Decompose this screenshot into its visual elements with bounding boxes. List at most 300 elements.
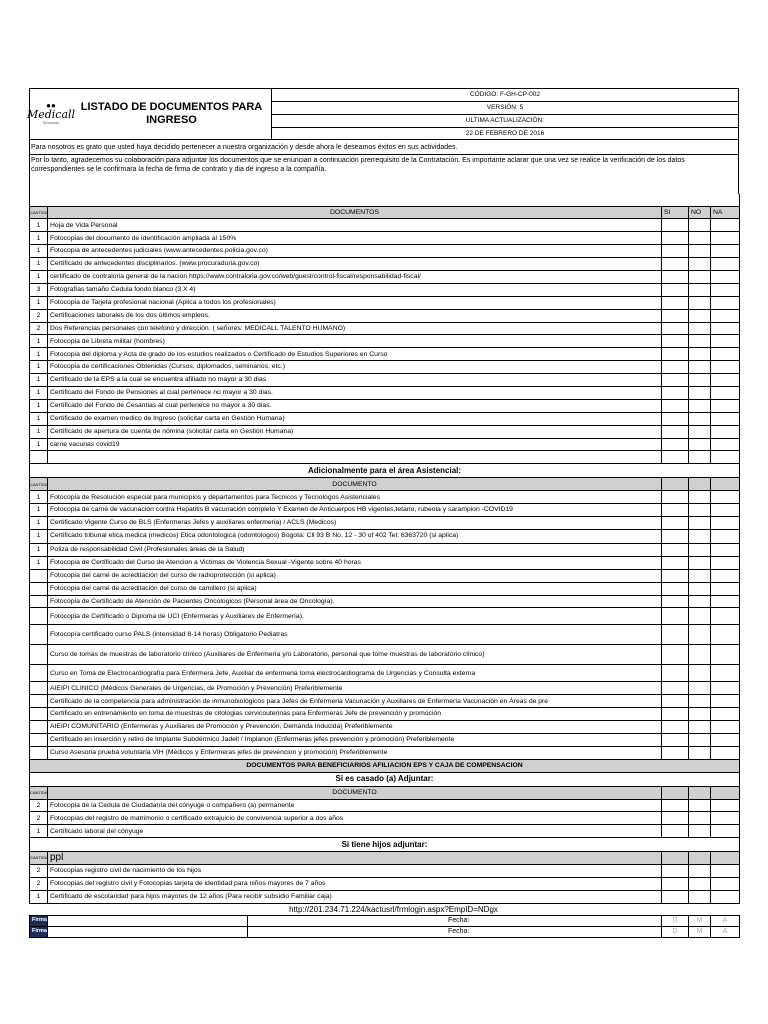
document-row <box>30 270 740 283</box>
row-check-na[interactable] <box>711 721 740 734</box>
row-quantity <box>30 665 48 682</box>
row-check-no[interactable] <box>689 283 711 296</box>
column-header-quantity: CANTIDA <box>30 786 48 799</box>
column-header-si: SI <box>662 206 689 219</box>
row-quantity: 1 <box>30 232 48 245</box>
row-check-no[interactable] <box>689 865 711 878</box>
row-check-si[interactable] <box>662 529 689 543</box>
row-check-no[interactable] <box>689 348 711 361</box>
row-check-no[interactable] <box>689 361 711 374</box>
row-quantity: 1 <box>30 556 48 569</box>
document-row <box>30 245 740 258</box>
row-document-name: Fotocopia del carné de acreditación del curso de radioprotección (si aplica) <box>48 569 662 582</box>
row-check-na[interactable] <box>711 543 740 556</box>
row-check-no[interactable] <box>689 878 711 891</box>
row-check-si[interactable] <box>662 582 689 595</box>
row-document-name: Fotocopias del documento de identificación ampliada al 150% <box>48 232 662 245</box>
row-quantity <box>30 582 48 595</box>
section-casado-title <box>30 772 740 786</box>
row-quantity: 2 <box>30 309 48 322</box>
row-document-name: Fotografías tamaño Cedula fondo blanco (3 X 4) <box>48 283 662 296</box>
row-check-na[interactable] <box>711 438 740 451</box>
signature-date-label: Fecha: <box>448 927 470 935</box>
row-check-na[interactable] <box>711 645 740 665</box>
row-check-no[interactable] <box>689 322 711 335</box>
row-check-si[interactable] <box>662 556 689 569</box>
row-check-na[interactable] <box>711 361 740 374</box>
row-check-no[interactable] <box>689 491 711 504</box>
signature-row <box>30 915 740 926</box>
row-quantity <box>30 734 48 747</box>
row-check-no[interactable] <box>689 412 711 425</box>
row-check-na[interactable] <box>711 556 740 569</box>
row-check-na[interactable] <box>711 425 740 438</box>
row-check-no[interactable] <box>689 232 711 245</box>
document-row <box>30 283 740 296</box>
row-check-no[interactable] <box>689 374 711 387</box>
row-document-name: Certificado en inserción y retiro de Implante Subdérmico Jadell / Implanon (Enfermeras jefes prevención y promoción) Preferiblemente <box>48 734 662 747</box>
row-document-name: Certificado de la EPS a la cual se encuentra afiliado no mayor a 30 dias <box>48 374 662 387</box>
date-month-field[interactable]: M <box>689 915 711 926</box>
signature-label: Firma de Responsable GH: <box>30 926 48 937</box>
signature-input[interactable] <box>48 916 248 926</box>
document-row <box>30 890 740 903</box>
row-check-na[interactable] <box>711 322 740 335</box>
row-check-na[interactable] <box>711 734 740 747</box>
row-check-no[interactable] <box>689 245 711 258</box>
date-day-field[interactable]: D <box>662 926 689 937</box>
row-document-name: Certificado en entrenamiento en toma de muestras de citologias cervicouterinas para Enfermeras Jefe de prevención y promoción <box>48 708 662 721</box>
signature-label: Firma del Colaborador: <box>30 915 48 926</box>
row-check-si[interactable] <box>662 399 689 412</box>
row-check-na[interactable] <box>711 270 740 283</box>
document-row <box>30 608 740 625</box>
section-hijos-title <box>30 838 740 852</box>
document-row <box>30 529 740 543</box>
row-check-no[interactable] <box>689 504 711 517</box>
document-code: CÓDIGO: F-GH-CP-002 <box>272 89 738 102</box>
row-quantity <box>30 645 48 665</box>
row-quantity: 1 <box>30 361 48 374</box>
row-check-na[interactable] <box>711 665 740 682</box>
row-check-na[interactable] <box>711 708 740 721</box>
row-check-no[interactable] <box>689 665 711 682</box>
document-row <box>30 504 740 517</box>
row-check-na[interactable] <box>711 890 740 903</box>
row-document-name: Curso Asesoria prueba voluntaria VIH (Médicos y Enfermeras jefes de prevencion y promoción) Preferiblemente <box>48 746 662 759</box>
intro-line-2: Por lo tanto, agradecemos su colaboración para adjuntar los documentos que se enuncian a continuación prerrequisito de la Contratación. Es importante aclarar que una vez se realice la verificación de los datos correspondientes se le confirmara la fecha de firma de contrato y dia de ingreso a la compañía. <box>29 154 739 194</box>
row-document-name: carne vacunas covid19 <box>48 438 662 451</box>
row-check-na[interactable] <box>711 746 740 759</box>
document-row <box>30 399 740 412</box>
row-check-si[interactable] <box>662 595 689 608</box>
row-document-name: Fotocopias registro civil de nacimiento de los hijos <box>48 865 662 878</box>
row-check-no[interactable] <box>689 645 711 665</box>
row-check-no[interactable] <box>689 746 711 759</box>
document-row <box>30 665 740 682</box>
date-month-field[interactable]: M <box>689 926 711 937</box>
row-check-na[interactable] <box>711 386 740 399</box>
blank-cell <box>30 451 48 464</box>
row-check-na[interactable] <box>711 529 740 543</box>
row-document-name: Curso de tomas de muestras de laboratorio clínico (Auxiliares de Enfermería y/o Laboratorio, personal que tome muestras de laboratorio clínico) <box>48 645 662 665</box>
row-document-name: Fotocopia de Libreta militar (hombres) <box>48 335 662 348</box>
row-check-si[interactable] <box>662 374 689 387</box>
signature-input[interactable] <box>48 927 248 937</box>
document-row <box>30 491 740 504</box>
row-quantity: 1 <box>30 335 48 348</box>
row-document-name: Fotocopia del carné de acreditación del curso de camillero (si aplica) <box>48 582 662 595</box>
row-check-no[interactable] <box>689 682 711 695</box>
row-check-si[interactable] <box>662 425 689 438</box>
signature-inner <box>48 927 661 937</box>
document-row <box>30 374 740 387</box>
company-logo <box>26 89 76 139</box>
row-check-si[interactable] <box>662 569 689 582</box>
row-check-si[interactable] <box>662 386 689 399</box>
document-row <box>30 296 740 309</box>
row-check-si[interactable] <box>662 517 689 530</box>
signature-row <box>30 926 740 937</box>
row-quantity: 1 <box>30 386 48 399</box>
column-header-quantity: CANTIDA <box>30 206 48 219</box>
row-quantity: 1 <box>30 425 48 438</box>
row-check-na[interactable] <box>711 296 740 309</box>
row-document-name: Certificaciones laborales de los dos últimos empleos. <box>48 309 662 322</box>
row-document-name: Fotocopia de Resolución especial para municipios y departamentos para Tecnicos y Tecnologos Asistenciales <box>48 491 662 504</box>
document-meta <box>272 89 738 139</box>
row-check-no[interactable] <box>689 625 711 645</box>
row-check-na[interactable] <box>711 865 740 878</box>
row-check-na[interactable] <box>711 399 740 412</box>
row-document-name: Fotocopia de Certificado del Curso de Atencion a Victimas de Violencia Sexual -Vigente sobre 40 horas <box>48 556 662 569</box>
row-quantity: 1 <box>30 374 48 387</box>
row-quantity: 1 <box>30 517 48 530</box>
blank-cell <box>48 451 662 464</box>
row-check-si[interactable] <box>662 283 689 296</box>
row-check-si[interactable] <box>662 721 689 734</box>
row-check-na[interactable] <box>711 309 740 322</box>
row-check-si[interactable] <box>662 543 689 556</box>
date-year-field[interactable]: A <box>711 915 740 926</box>
row-check-si[interactable] <box>662 270 689 283</box>
row-document-name: AIEIPI COMUNITARIO (Enfermeras y Auxiliares de Promoción y Prevención, Demanda Inducida) Preferiblemente <box>48 721 662 734</box>
table-header-row <box>30 478 740 491</box>
row-document-name: Certificado tribunal etica medica (medicos) Etica odontologica (odontologos) Bogota: Cll 93 B No. 12 - 30 of 402 Tel: 6363720 (si aplica) <box>48 529 662 543</box>
section-asistencial-title <box>30 464 740 478</box>
row-quantity <box>30 695 48 708</box>
document-row <box>30 335 740 348</box>
document-row <box>30 258 740 271</box>
row-check-si[interactable] <box>662 799 689 812</box>
row-quantity: 1 <box>30 825 48 838</box>
row-document-name: Fotocopia del diploma y Acta de grado de los estudios realizados o Certificado de Estudios Superiores en Curso <box>48 348 662 361</box>
row-check-na[interactable] <box>711 608 740 625</box>
row-document-name: Certificado de apertura de cuenta de nómina (solicitar carta en Gestión Humana) <box>48 425 662 438</box>
row-check-no[interactable] <box>689 309 711 322</box>
row-document-name: Fotocopias del registro de matrimonio o certificado extrajuicio de convivencia superior a dos años <box>48 812 662 825</box>
row-check-na[interactable] <box>711 569 740 582</box>
row-quantity: 1 <box>30 219 48 232</box>
row-check-si[interactable] <box>662 695 689 708</box>
row-check-no[interactable] <box>689 386 711 399</box>
document-row <box>30 543 740 556</box>
row-document-name: Certificado Vigente Curso de BLS (Enfermeras Jefes y auxiliares enfermeria) / ACLS (Medicos) <box>48 517 662 530</box>
row-document-name: Fotocopia de Certificado de Atención de Pacientes Oncologicos (Personal área de Oncología). <box>48 595 662 608</box>
signature-inner <box>48 916 661 926</box>
row-check-no[interactable] <box>689 399 711 412</box>
row-check-si[interactable] <box>662 232 689 245</box>
column-header-na <box>711 478 740 491</box>
blank-cell <box>689 451 711 464</box>
row-check-no[interactable] <box>689 721 711 734</box>
row-check-na[interactable] <box>711 517 740 530</box>
document-row <box>30 348 740 361</box>
row-check-si[interactable] <box>662 219 689 232</box>
document-row <box>30 625 740 645</box>
table-header-row <box>30 206 740 219</box>
row-check-no[interactable] <box>689 595 711 608</box>
row-check-si[interactable] <box>662 309 689 322</box>
row-check-na[interactable] <box>711 258 740 271</box>
row-check-na[interactable] <box>711 232 740 245</box>
column-header-quantity: CANTIDA <box>30 852 48 865</box>
row-check-na[interactable] <box>711 412 740 425</box>
row-document-name: Certificado laboral del cónyuge <box>48 825 662 838</box>
row-check-no[interactable] <box>689 270 711 283</box>
row-check-na[interactable] <box>711 374 740 387</box>
blank-row <box>30 451 740 464</box>
row-check-si[interactable] <box>662 746 689 759</box>
row-check-no[interactable] <box>689 556 711 569</box>
row-quantity <box>30 608 48 625</box>
row-check-na[interactable] <box>711 812 740 825</box>
url-row <box>30 903 740 915</box>
document-row <box>30 595 740 608</box>
row-document-name: Certificado del Fondo de Cesantias al cual pertenece no mayor a 30 dias. <box>48 399 662 412</box>
row-check-si[interactable] <box>662 608 689 625</box>
row-check-no[interactable] <box>689 569 711 582</box>
document-row <box>30 878 740 891</box>
row-document-name: Certificado de escolaridad para hijos mayores de 12 años (Para recibir subsidio Familiar caja) <box>48 890 662 903</box>
document-row <box>30 438 740 451</box>
intro-line-1: Para nosotros es grato que usted haya decidido pertenecer a nuestra organización y desde ahora le deseamos éxitos en sus actividades. <box>29 140 739 154</box>
table-header-row <box>30 852 740 865</box>
row-document-name: Curso en Toma de Electrocardiografía para Enfermera Jefe, Auxiliar de enfermeria toma electrocardiograma de Urgencias y Consulta externa <box>48 665 662 682</box>
documents-table <box>29 194 740 938</box>
row-document-name: Poliza de responsabilidad Civil (Profesionales áreas de la Salud) <box>48 543 662 556</box>
row-check-na[interactable] <box>711 283 740 296</box>
row-check-si[interactable] <box>662 645 689 665</box>
row-check-no[interactable] <box>689 799 711 812</box>
row-quantity <box>30 595 48 608</box>
document-version: VERSIÓN: 5 <box>272 102 738 115</box>
column-header-si <box>662 478 689 491</box>
row-check-na[interactable] <box>711 491 740 504</box>
document-row <box>30 721 740 734</box>
logo-subtitle: Servicios <box>42 120 60 125</box>
row-check-no[interactable] <box>689 825 711 838</box>
row-check-si[interactable] <box>662 258 689 271</box>
row-check-na[interactable] <box>711 245 740 258</box>
document-row <box>30 746 740 759</box>
spacer-row-text <box>30 194 740 206</box>
row-quantity: 1 <box>30 438 48 451</box>
row-check-na[interactable] <box>711 504 740 517</box>
row-check-na[interactable] <box>711 595 740 608</box>
last-update-label: ULTIMA ACTUALIZACIÓN: <box>272 115 738 128</box>
row-check-no[interactable] <box>689 695 711 708</box>
document-row <box>30 825 740 838</box>
row-document-name: Certificado del Fondo de Pensiones al cual pertenece no mayor a 30 dias. <box>48 386 662 399</box>
row-document-name: Fotocopía certificado curso PALS (intensidad 8-14 horas) Obligatorio Pediatras <box>48 625 662 645</box>
row-check-si[interactable] <box>662 322 689 335</box>
row-check-no[interactable] <box>689 543 711 556</box>
document-row <box>30 865 740 878</box>
row-quantity <box>30 746 48 759</box>
row-check-na[interactable] <box>711 625 740 645</box>
row-check-si[interactable] <box>662 665 689 682</box>
row-quantity: 1 <box>30 348 48 361</box>
row-check-si[interactable] <box>662 438 689 451</box>
row-check-si[interactable] <box>662 335 689 348</box>
document-row <box>30 322 740 335</box>
section-casado-title-text: Si es casado (a) Adjuntar: <box>30 772 740 786</box>
row-check-no[interactable] <box>689 812 711 825</box>
row-quantity <box>30 569 48 582</box>
row-quantity: 2 <box>30 812 48 825</box>
row-document-name: Fotocopia de carné de vacunación contra Hepatitis B vacunación completo Y Examen de Anticuerpos HB vigentes,tetano, rubeola y sarampion -COVID19 <box>48 504 662 517</box>
row-check-no[interactable] <box>689 438 711 451</box>
row-quantity: 3 <box>30 283 48 296</box>
row-check-si[interactable] <box>662 361 689 374</box>
documents-table-body <box>30 194 740 937</box>
row-check-no[interactable] <box>689 734 711 747</box>
row-check-no[interactable] <box>689 335 711 348</box>
row-check-si[interactable] <box>662 890 689 903</box>
row-check-na[interactable] <box>711 825 740 838</box>
document <box>26 88 739 938</box>
document-row <box>30 232 740 245</box>
row-quantity: 1 <box>30 412 48 425</box>
row-check-na[interactable] <box>711 582 740 595</box>
column-header-no <box>689 478 711 491</box>
signature-field[interactable] <box>48 915 662 926</box>
row-check-si[interactable] <box>662 504 689 517</box>
row-check-no[interactable] <box>689 296 711 309</box>
row-check-no[interactable] <box>689 425 711 438</box>
row-check-no[interactable] <box>689 258 711 271</box>
row-quantity: 2 <box>30 865 48 878</box>
row-check-si[interactable] <box>662 825 689 838</box>
table-header-row <box>30 786 740 799</box>
date-year-field[interactable]: A <box>711 926 740 937</box>
row-check-si[interactable] <box>662 296 689 309</box>
row-quantity <box>30 721 48 734</box>
row-quantity: 1 <box>30 504 48 517</box>
row-check-no[interactable] <box>689 890 711 903</box>
row-quantity: 2 <box>30 322 48 335</box>
document-row <box>30 569 740 582</box>
kactus-url-link[interactable]: http://201.234.71.224/kactusrl/frmlogin.aspx?EmpID=NDgx <box>289 904 498 914</box>
row-check-si[interactable] <box>662 245 689 258</box>
row-check-si[interactable] <box>662 812 689 825</box>
row-check-no[interactable] <box>689 529 711 543</box>
row-quantity: 2 <box>30 799 48 812</box>
row-check-si[interactable] <box>662 734 689 747</box>
row-quantity <box>30 625 48 645</box>
document-row <box>30 219 740 232</box>
spacer-row <box>30 194 740 206</box>
row-check-si[interactable] <box>662 865 689 878</box>
row-check-si[interactable] <box>662 491 689 504</box>
column-header-documents: DOCUMENTO <box>48 478 662 491</box>
document-row <box>30 517 740 530</box>
row-document-name: Hoja de Vida Personal <box>48 219 662 232</box>
section-beneficiarios <box>30 759 740 772</box>
row-quantity: 1 <box>30 399 48 412</box>
document-row <box>30 682 740 695</box>
row-check-no[interactable] <box>689 608 711 625</box>
row-check-na[interactable] <box>711 335 740 348</box>
row-check-si[interactable] <box>662 412 689 425</box>
row-document-name: Certificado de la competencia para administración de inmunobiológicos para Jefes de Enfermeria Vacunación y Auxiliares de Enfermería Vacunación en Áreas de pre <box>48 695 662 708</box>
row-check-si[interactable] <box>662 682 689 695</box>
row-check-no[interactable] <box>689 219 711 232</box>
row-document-name: Certificado de antecedentes disciplinarios. (www.procuraduria.gov.co) <box>48 258 662 271</box>
row-document-name: certificado de contraloria general de la nacion https://www.contraloria.gov.co/web/guest/control-fiscal/responsabilidad-fiscal/ <box>48 270 662 283</box>
url-spacer <box>30 903 48 915</box>
column-header-na: NA <box>711 206 740 219</box>
row-quantity: 1 <box>30 258 48 271</box>
document-row <box>30 695 740 708</box>
row-quantity <box>30 682 48 695</box>
signature-field[interactable] <box>48 926 662 937</box>
row-document-name: Fotocopia de Tarjeta profesional nacional (Aplica a todos los profesionales) <box>48 296 662 309</box>
document-row <box>30 812 740 825</box>
document-row <box>30 386 740 399</box>
row-quantity: 1 <box>30 543 48 556</box>
row-check-na[interactable] <box>711 695 740 708</box>
row-check-si[interactable] <box>662 708 689 721</box>
row-check-no[interactable] <box>689 582 711 595</box>
document-title: LISTADO DE DOCUMENTOS PARA INGRESO <box>72 89 272 139</box>
row-check-na[interactable] <box>711 219 740 232</box>
row-quantity: 2 <box>30 878 48 891</box>
row-quantity: 1 <box>30 890 48 903</box>
logo-figures-icon: ●● <box>46 101 56 110</box>
row-check-si[interactable] <box>662 878 689 891</box>
row-check-na[interactable] <box>711 682 740 695</box>
row-check-no[interactable] <box>689 517 711 530</box>
document-row <box>30 556 740 569</box>
column-header-na <box>711 786 740 799</box>
column-header-hijos: ppl <box>48 852 662 865</box>
row-check-na[interactable] <box>711 878 740 891</box>
row-check-na[interactable] <box>711 799 740 812</box>
document-row <box>30 361 740 374</box>
row-document-name: Fotocopias del registro civil y Fotocopias tarjeta de identidad para niños mayores de 7 años <box>48 878 662 891</box>
date-day-field[interactable]: D <box>662 915 689 926</box>
row-quantity: 1 <box>30 270 48 283</box>
row-check-si[interactable] <box>662 348 689 361</box>
row-check-na[interactable] <box>711 348 740 361</box>
column-header-documents: DOCUMENTO <box>48 786 662 799</box>
signature-date-label: Fecha: <box>448 916 470 924</box>
column-header-no: NO <box>689 206 711 219</box>
row-check-si[interactable] <box>662 625 689 645</box>
row-check-no[interactable] <box>689 708 711 721</box>
